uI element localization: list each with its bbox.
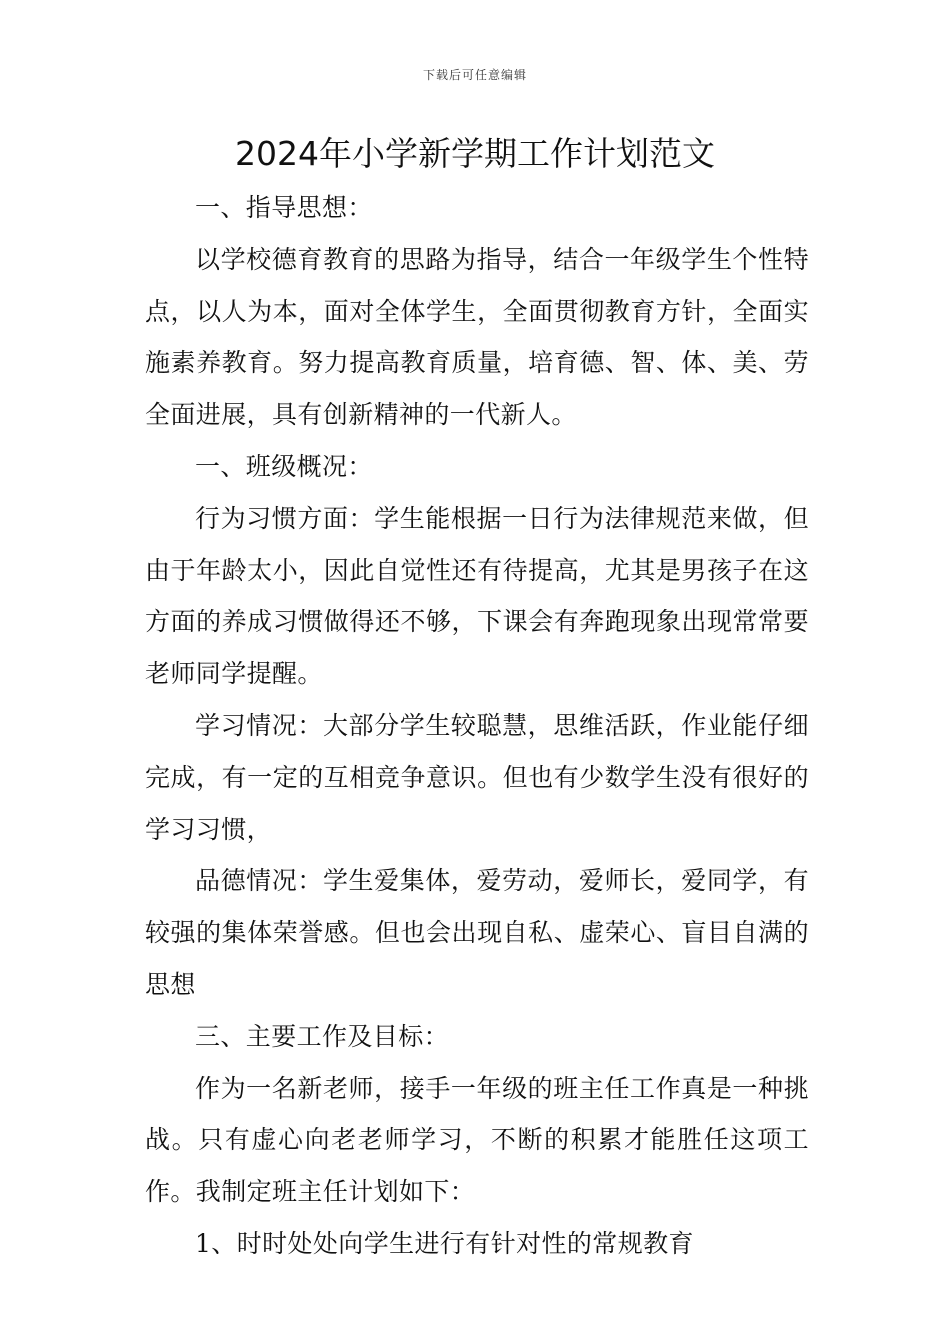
paragraph-learning-situation: 学习情况：大部分学生较聪慧，思维活跃，作业能仔细完成，有一定的互相竞争意识。但也有少数学生没有很好的学习习惯， [145, 710, 809, 844]
document-body [145, 182, 809, 1270]
section-heading-main-work-goals: 三、主要工作及目标： [195, 1021, 450, 1051]
paragraph-behavior-habits: 行为习惯方面：学生能根据一日行为法律规范来做，但由于年龄太小，因此自觉性还有待提高，尤其是男孩子在这方面的养成习惯做得还不够，下课会有奔跑现象出现常常要老师同学提醒。 [145, 503, 809, 689]
paragraph-new-teacher: 作为一名新老师，接手一年级的班主任工作真是一种挑战。只有虚心向老老师学习，不断的积累才能胜任这项工作。我制定班主任计划如下： [145, 1073, 809, 1207]
document-title: 2024年小学新学期工作计划范文 [235, 134, 715, 173]
paragraph-guiding-ideology: 以学校德育教育的思路为指导，结合一年级学生个性特点，以人为本，面对全体学生，全面贯彻教育方针，全面实施素养教育。努力提高教育质量，培育德、智、体、美、劳全面进展，具有创新精神的一代新人。 [145, 244, 809, 430]
list-item-routine-education: 1、时时处处向学生进行有针对性的常规教育 [195, 1228, 694, 1258]
section-heading-guiding-ideology: 一、指导思想： [195, 193, 373, 222]
paragraph-moral-situation: 品德情况：学生爱集体，爱劳动，爱师长，爱同学，有较强的集体荣誉感。但也会出现自私、虚荣心、盲目自满的思想 [145, 866, 809, 999]
section-heading-class-overview: 一、班级概况： [195, 451, 373, 481]
header-note: 下载后可任意编辑 [422, 68, 527, 82]
